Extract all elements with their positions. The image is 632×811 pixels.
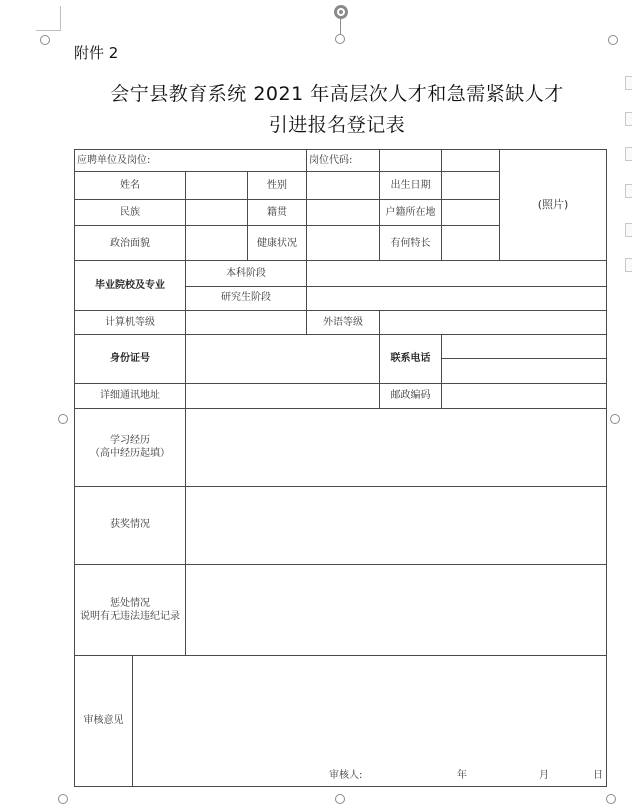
study-history-field[interactable]	[186, 409, 607, 486]
id-number-label: 身份证号	[75, 334, 186, 383]
day-label: 日	[593, 769, 603, 781]
political-status-label: 政治面貌	[75, 226, 186, 261]
native-place-label: 籍贯	[248, 200, 307, 226]
side-layout-tab[interactable]	[625, 223, 632, 237]
resize-handle-top-right[interactable]	[608, 35, 618, 45]
position-code-field[interactable]	[380, 150, 442, 172]
address-label: 详细通讯地址	[75, 384, 186, 409]
birth-date-label: 出生日期	[380, 172, 442, 200]
ethnicity-field[interactable]	[186, 200, 248, 226]
rotate-handle[interactable]	[334, 5, 348, 19]
discipline-field[interactable]	[186, 564, 607, 655]
graduate-field[interactable]	[307, 286, 607, 310]
discipline-text: 惩处情况 说明有无违法违纪记录	[80, 597, 180, 623]
rotate-handle-stem	[340, 19, 341, 34]
health-field[interactable]	[307, 226, 380, 261]
birth-date-field[interactable]	[442, 172, 500, 200]
gender-field[interactable]	[307, 172, 380, 200]
crop-mark-top-left-h	[36, 30, 61, 31]
review-opinion-label: 审核意见	[75, 656, 133, 787]
household-location-label: 户籍所在地	[380, 200, 442, 226]
undergrad-label: 本科阶段	[186, 261, 307, 286]
phone-field-1[interactable]	[442, 334, 607, 358]
position-code-field-extra[interactable]	[442, 150, 500, 172]
resize-handle-middle-left[interactable]	[58, 414, 68, 424]
side-layout-tab[interactable]	[625, 184, 632, 198]
side-layout-tab[interactable]	[625, 76, 632, 90]
resize-handle-bottom-right[interactable]	[606, 794, 616, 804]
review-footer	[133, 768, 606, 782]
review-opinion-field[interactable]	[133, 656, 607, 787]
side-layout-tab[interactable]	[625, 258, 632, 272]
phone-label: 联系电话	[380, 334, 442, 383]
specialty-field[interactable]	[442, 226, 500, 261]
political-status-field[interactable]	[186, 226, 248, 261]
language-level-field[interactable]	[380, 310, 607, 334]
ethnicity-label: 民族	[75, 200, 186, 226]
school-major-label: 毕业院校及专业	[75, 261, 186, 310]
study-history-text: 学习经历 （高中经历起填）	[90, 434, 170, 460]
crop-mark-top-left	[60, 6, 61, 30]
registration-form-table	[74, 149, 607, 787]
address-field[interactable]	[186, 384, 380, 409]
study-history-label	[75, 409, 186, 486]
undergrad-field[interactable]	[307, 261, 607, 286]
resize-handle-bottom-center[interactable]	[335, 794, 345, 804]
computer-level-field[interactable]	[186, 310, 307, 334]
graduate-label: 研究生阶段	[186, 286, 307, 310]
household-location-field[interactable]	[442, 200, 500, 226]
name-field[interactable]	[186, 172, 248, 200]
awards-field[interactable]	[186, 486, 607, 564]
position-code-label: 岗位代码:	[307, 150, 380, 172]
unit-and-position-label: 应聘单位及岗位:	[75, 150, 307, 172]
phone-field-2[interactable]	[442, 358, 607, 383]
year-label: 年	[457, 769, 467, 781]
gender-label: 性别	[248, 172, 307, 200]
month-label: 月	[539, 769, 549, 781]
postcode-field[interactable]	[442, 384, 607, 409]
computer-level-label: 计算机等级	[75, 310, 186, 334]
document-title-line2: 引进报名登记表	[268, 114, 406, 136]
side-layout-tab[interactable]	[625, 112, 632, 126]
native-place-field[interactable]	[307, 200, 380, 226]
discipline-label	[75, 564, 186, 655]
name-label: 姓名	[75, 172, 186, 200]
postcode-label: 邮政编码	[380, 384, 442, 409]
resize-handle-top-center[interactable]	[335, 34, 345, 44]
reviewer-label: 审核人:	[329, 769, 363, 781]
attachment-label: 附件 2	[74, 44, 119, 62]
specialty-label: 有何特长	[380, 226, 442, 261]
resize-handle-middle-right[interactable]	[610, 414, 620, 424]
resize-handle-bottom-left[interactable]	[58, 794, 68, 804]
resize-handle-top-left[interactable]	[40, 35, 50, 45]
side-layout-tab[interactable]	[625, 147, 632, 161]
language-level-label: 外语等级	[307, 310, 380, 334]
id-number-field[interactable]	[186, 334, 380, 383]
awards-label: 获奖情况	[75, 486, 186, 564]
health-label: 健康状况	[248, 226, 307, 261]
document-title-line1: 会宁县教育系统 2021 年高层次人才和急需紧缺人才	[110, 83, 564, 105]
photo-cell[interactable]: (照片)	[500, 150, 607, 261]
